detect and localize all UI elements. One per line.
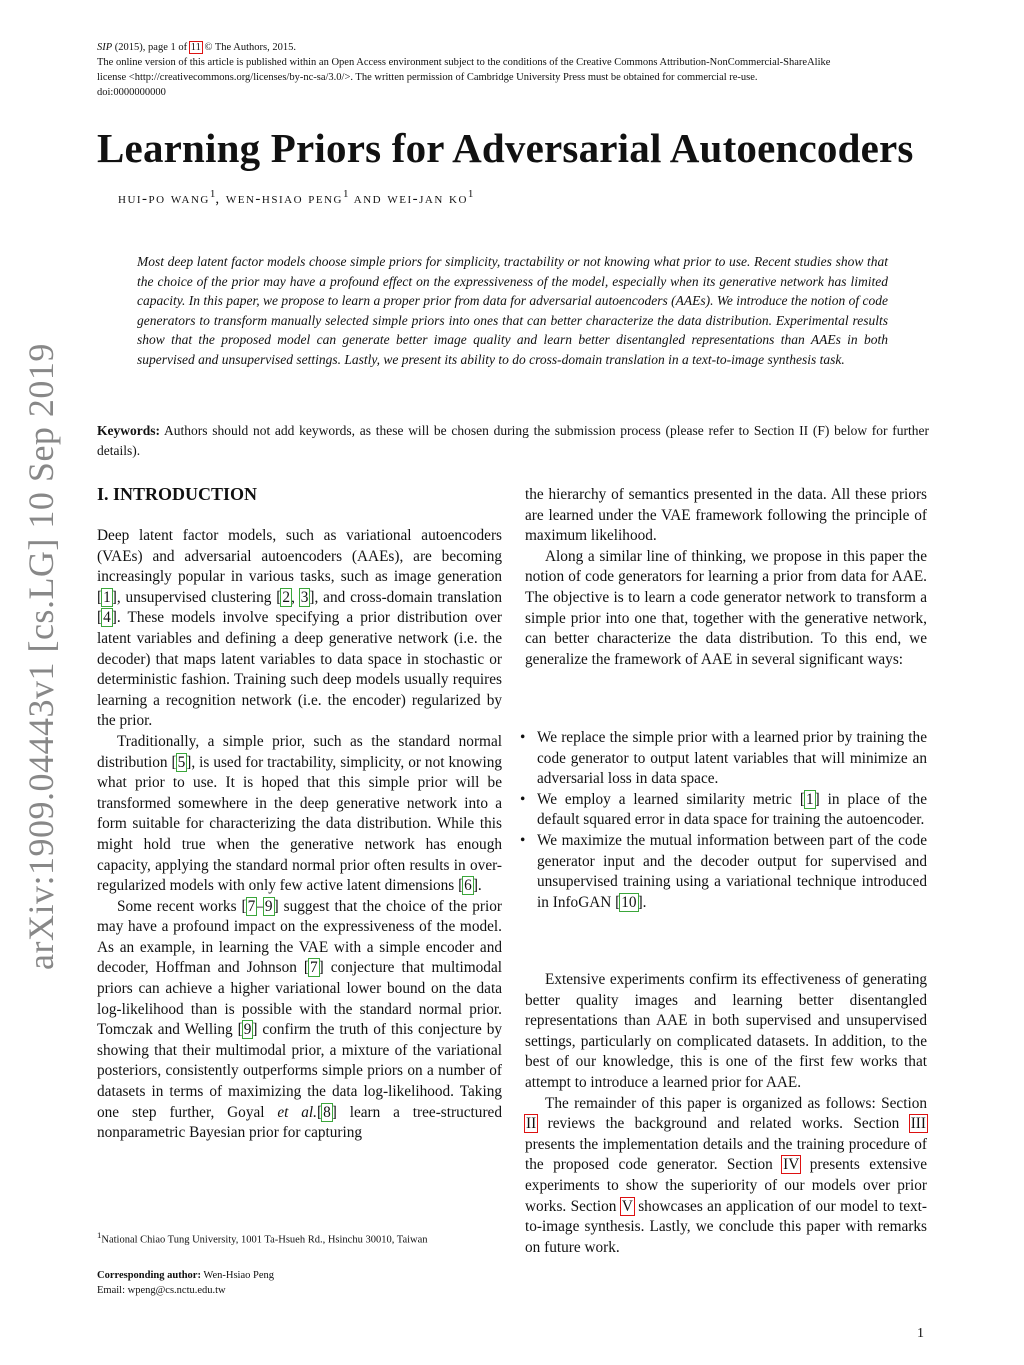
- corresponding-email: Email: wpeng@cs.nctu.edu.tw: [97, 1285, 226, 1296]
- section-heading: I. INTRODUCTION: [97, 484, 258, 504]
- list-item: • We employ a learned similarity metric [1] in place of the default squared error in data space for training the autoencoder.: [520, 790, 927, 829]
- paper-title: Learning Priors for Adversarial Autoencoders: [97, 125, 914, 171]
- affiliation-mark: 1: [343, 188, 349, 200]
- paragraph: Traditionally, a simple prior, such as the standard normal distribution [5], is used for tractability, simplicity, or not knowing what prior to use. It is hoped that this simple prior will be transformed somewhere in the deep generative network into a form suitable for characterizing the data distribution. While this might hold true when the generative network has enough capacity, applying the standard normal prior often results in over-regularized models with only few active latent dimensions [6].: [97, 732, 502, 895]
- list-item: • We replace the simple prior with a learned prior by training the code generator to output latent variables that will minimize an adversarial loss in data space.: [520, 729, 927, 788]
- left-column: [97, 526, 502, 1144]
- author-name: hui-po wang: [118, 191, 210, 207]
- citation-link[interactable]: 7: [247, 897, 256, 915]
- keywords-text: Authors should not add keywords, as these will be chosen during the submission process (please refer to Section II (F) below for further details).: [97, 423, 929, 458]
- section-link[interactable]: II: [526, 1115, 537, 1133]
- paragraph: Along a similar line of thinking, we propose in this paper the notion of code generators for learning a prior from data for AAE. The objective is to learn a code generator network to transform a simple prior into one that, together with the generative network, can better characterize the data distribution. To this end, we generalize the framework of AAE in several significant ways:: [525, 547, 927, 668]
- list-item: • We maximize the mutual information between part of the code generator input and the decoder output for supervised and unsupervised training using a variational technique introduced in InfoGAN [10].: [520, 831, 927, 911]
- citation-link[interactable]: 8: [323, 1103, 331, 1121]
- total-pages-link[interactable]: 11: [190, 42, 201, 53]
- citation-link[interactable]: 7: [310, 959, 318, 977]
- paragraph: the hierarchy of semantics presented in the data. All these priors are learned under the VAE framework following the principle of maximum likelihood.: [525, 486, 927, 545]
- citation-link[interactable]: 1: [805, 790, 814, 808]
- keywords: [97, 421, 929, 460]
- doi: doi:0000000000: [97, 87, 166, 98]
- arxiv-identifier: arXiv:1909.04443v1 [cs.LG] 10 Sep 2019: [21, 343, 61, 970]
- abstract: Most deep latent factor models choose simple priors for simplicity, tractability or not knowing what prior to use. Recent studies show that the choice of the prior may have a profound effect on the expressiveness of the model, especially when its generative network has limited capacity. In this paper, we propose to learn a proper prior from data for adversarial autoencoders (AAEs). We introduce the notion of code generators to transform manually selected simple priors into ones that can better characterize the data distribution. Experimental results show that the proposed model can generate better image quality and learn better disentangled representations than AAEs in both supervised and unsupervised settings. Lastly, we present its ability to do cross-domain translation in a text-to-image synthesis task.: [137, 254, 888, 367]
- affiliation-mark: 1: [209, 188, 216, 200]
- journal-name: SIP: [97, 42, 113, 53]
- citation-link[interactable]: 10: [621, 893, 637, 911]
- corresponding-label: Corresponding author:: [97, 1270, 201, 1281]
- citation-link[interactable]: 1: [103, 588, 111, 606]
- author-list: hui-po wang$^1$, wen-hsiao peng$^1$ and wei-jan $ko^1$: [118, 188, 474, 207]
- right-column: [525, 485, 927, 670]
- license-line-1: The online version of this article is published within an Open Access environment subject to the conditions of the Creative Commons Attribution-NonCommercial-ShareAlike: [97, 57, 831, 68]
- bullet-icon: •: [520, 831, 526, 849]
- affiliation-mark: 1: [467, 188, 474, 200]
- citation-link[interactable]: 2: [282, 588, 291, 606]
- citation-link[interactable]: 4: [103, 609, 111, 627]
- contribution-list: [520, 728, 927, 913]
- author-name: wen-hsiao peng: [225, 191, 343, 207]
- author-name: wei-jan ko: [387, 191, 468, 207]
- journal-header: [97, 40, 937, 100]
- bullet-icon: •: [520, 790, 526, 808]
- citation-line: SIP (2015), page 1 of 11 © The Authors, 2015.: [97, 42, 296, 53]
- paragraph: Extensive experiments confirm its effectiveness of generating better quality images and learning better disentangled representations than AAE in both supervised and unsupervised settings, particularly on complicated datasets. In addition, to the best of our knowledge, this is one of the first few works that attempt to introduce a learned prior for AAE.: [525, 971, 927, 1091]
- section-link[interactable]: V: [621, 1197, 633, 1215]
- citation-link[interactable]: 9: [264, 897, 273, 915]
- license-line-2: license <http://creativecommons.org/licenses/by-nc-sa/3.0/>. The written permission of Cambridge University Press must be obtained for commercial re-use.: [97, 72, 758, 83]
- keywords-label: Keywords:: [97, 423, 160, 438]
- corresponding-author: Corresponding author: Wen-Hsiao Peng Email: wpeng@cs.nctu.edu.tw: [97, 1268, 517, 1298]
- citation-link[interactable]: 6: [464, 877, 472, 895]
- footnote-mark: 1: [97, 1230, 102, 1240]
- paragraph: Some recent works [7–9] suggest that the choice of the prior may have a profound impact on the expressiveness of the model. As an example, in learning the VAE with a simple encoder and decoder, Hoffman and Johnson [7] conjecture that multimodal priors can achieve a higher variational lower bound on the data log-likelihood than is possible with the standard normal prior. Tomczak and Welling [9] confirm the truth of this conjecture by showing that their multimodal prior, a mixture of the variational posteriors, consistently outperforms simple priors on a number of datasets in terms of maximizing the data log-likelihood. Taking one step further, Goyal et al.[8] learn a tree-structured nonparametric Bayesian prior for capturing: [97, 897, 503, 1142]
- paragraph: Deep latent factor models, such as variational autoencoders (VAEs) and adversarial autoencoders (AAEs), are becoming increasingly popular in various tasks, such as image generation [1], unsupervised clustering [2, 3], and cross-domain translation [4]. These models involve specifying a prior distribution over latent variables and defining a deep generative network (i.e. the decoder) that maps latent variables to data space in stochastic or deterministic fashion. Training such deep models usually requires learning a recognition network (i.e. the encoder) regularized by the prior.: [97, 527, 502, 730]
- citation-link[interactable]: 3: [300, 588, 309, 606]
- citation-link[interactable]: 5: [177, 753, 186, 771]
- right-column-lower: [525, 970, 927, 1258]
- section-link[interactable]: IV: [783, 1156, 800, 1174]
- paragraph: The remainder of this paper is organized as follows: Section II reviews the background and related works. Section III presents the implementation details and the training procedure of the proposed code generator. Section IV presents extensive experiments to show the superiority of our models over prior works. Section V showcases an application of our model to text-to-image synthesis. Lastly, we conclude this paper with remarks on future work.: [525, 1094, 927, 1256]
- bullet-icon: •: [520, 729, 526, 746]
- section-link[interactable]: III: [910, 1115, 926, 1133]
- citation-link[interactable]: 9: [243, 1021, 252, 1039]
- affiliation-footnote: $^1$National Chiao Tung University, 1001 Ta-Hsueh Rd., Hsinchu 30010, Taiwan: [97, 1230, 428, 1246]
- page-number: 1: [917, 1326, 924, 1341]
